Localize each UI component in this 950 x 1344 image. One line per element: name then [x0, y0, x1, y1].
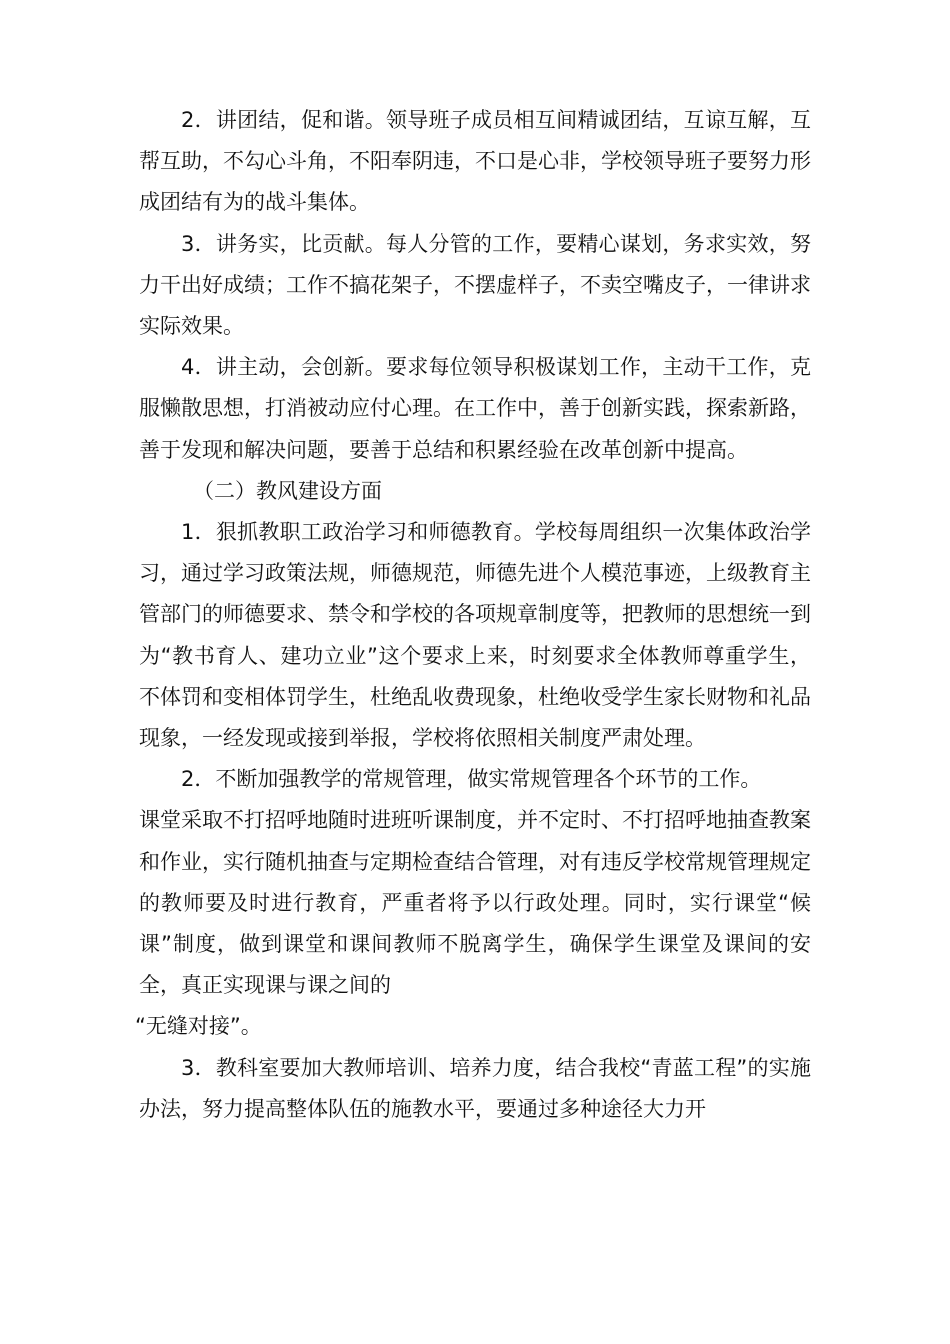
document-body: [135, 100, 811, 1130]
section-heading-teaching-style: （二）教风建设方面: [193, 478, 382, 503]
paragraph-classroom-inspection: 课堂采取不打招呼地随时进班听课制度，并不定时、不打招呼地抽查教案和作业，实行随机抽查与定期检查结合管理，对有违反学校常规管理规定的教师要及时进行教育，严重者将予以行政处理。同时，实行课堂“候课”制度，做到课堂和课间教师不脱离学生，确保学生课堂及课间的安全，真正实现课与课之间的: [139, 808, 811, 998]
paragraph-unity: 2．讲团结，促和谐。领导班子成员相互间精诚团结，互谅互解，互帮互助，不勾心斗角，不阳奉阴违，不口是心非，学校领导班子要努力形成团结有为的战斗集体。: [139, 108, 811, 215]
paragraph-routine-management: 2．不断加强教学的常规管理，做实常规管理各个环节的工作。: [181, 767, 762, 792]
paragraph-political-study: 1．狠抓教职工政治学习和师德教育。学校每周组织一次集体政治学习，通过学习政策法规，师德规范，师德先进个人模范事迹，上级教育主管部门的师德要求、禁令和学校的各项规章制度等，把教师的思想统一到为“教书育人、建功立业”这个要求上来，时刻要求全体教师尊重学生，不体罚和变相体罚学生，杜绝乱收费现象，杜绝收受学生家长财物和礼品现象，一经发现或接到举报，学校将依照相关制度严肃处理。: [139, 520, 811, 751]
paragraph-teacher-training: 3．教科室要加大教师培训、培养力度，结合我校“青蓝工程”的实施办法，努力提高整体队伍的施教水平，要通过多种途径大力开: [139, 1055, 811, 1121]
paragraph-pragmatism: 3．讲务实，比贡献。每人分管的工作，要精心谋划，务求实效，努力干出好成绩；工作不搞花架子，不摆虚样子，不卖空嘴皮子，一律讲求实际效果。: [139, 231, 811, 339]
paragraph-seamless-connection: “无缝对接”。: [135, 1014, 262, 1039]
paragraph-initiative: 4．讲主动，会创新。要求每位领导积极谋划工作，主动干工作，克服懒散思想，打消被动应付心理。在工作中，善于创新实践，探索新路，善于发现和解决问题，要善于总结和积累经验在改革创新中提高。: [139, 355, 811, 462]
